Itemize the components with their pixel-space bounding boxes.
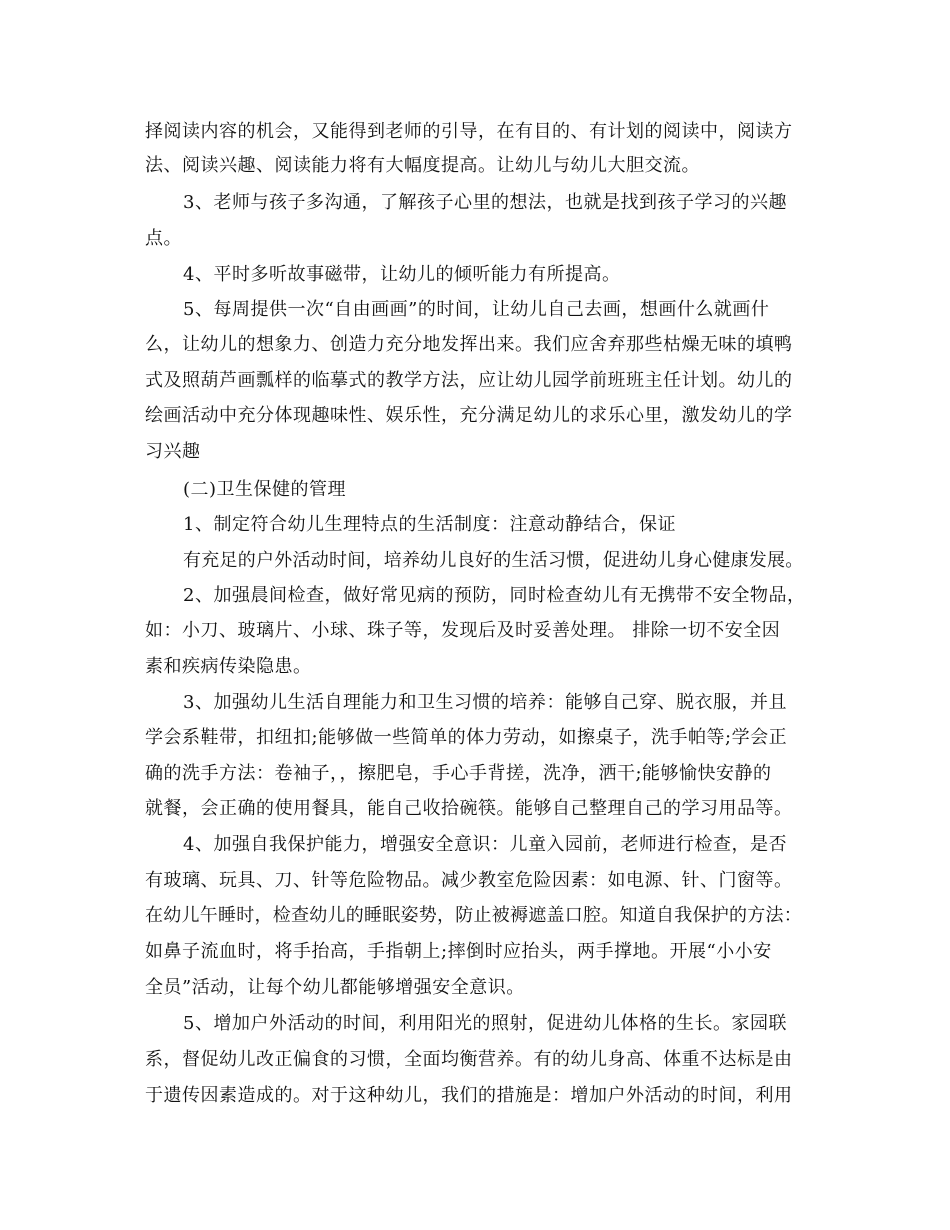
- text-line: 在幼儿午睡时，检查幼儿的睡眠姿势，防止被褥遮盖口腔。知道自我保护的方法：: [145, 905, 802, 926]
- text-line: 点。: [145, 228, 182, 249]
- section-heading: (二)卫生保健的管理: [183, 479, 347, 500]
- text-line: 系，督促幼儿改正偏食的习惯，全面均衡营养。有的幼儿身高、体重不达标是由: [145, 1049, 793, 1070]
- text-line: 法、阅读兴趣、阅读能力将有大幅度提高。让幼儿与幼儿大胆交流。: [145, 155, 700, 176]
- text-line: 于遗传因素造成的。对于这种幼儿，我们的措施是：增加户外活动的时间，利用: [145, 1085, 793, 1106]
- text-line: 学会系鞋带，扣纽扣;能够做一些简单的体力劳动，如擦桌子，洗手帕等;学会正: [145, 727, 788, 748]
- text-line: 3、加强幼儿生活自理能力和卫生习惯的培养：能够自己穿、脱衣服，并且: [183, 692, 787, 713]
- text-line: 3、老师与孩子多沟通，了解孩子心里的想法，也就是找到孩子学习的兴趣: [183, 192, 787, 213]
- text-line: 式及照葫芦画瓢样的临摹式的教学方法，应让幼儿园学前班班主任计划。幼儿的: [145, 370, 793, 391]
- text-line: 1、制定符合幼儿生理特点的生活制度：注意动静结合，保证: [183, 514, 676, 535]
- text-line: 5、每周提供一次“自由画画”的时间，让幼儿自己去画，想画什么就画什: [183, 299, 770, 320]
- text-line: 4、加强自我保护能力，增强安全意识：儿童入园前，老师进行检查，是否: [183, 834, 787, 855]
- text-line: 习兴趣: [145, 441, 201, 462]
- text-line: 就餐，会正确的使用餐具，能自己收拾碗筷。能够自己整理自己的学习用品等。: [145, 798, 793, 819]
- text-line: 全员”活动，让每个幼儿都能够增强安全意识。: [145, 977, 525, 998]
- text-line: 2、加强晨间检查，做好常见病的预防，同时检查幼儿有无携带不安全物品，: [183, 585, 806, 606]
- text-line: 绘画活动中充分体现趣味性、娱乐性，充分满足幼儿的求乐心里，激发幼儿的学: [145, 405, 793, 426]
- text-line: 有充足的户外活动时间，培养幼儿良好的生活习惯，促进幼儿身心健康发展。: [183, 550, 804, 571]
- text-line: 5、增加户外活动的时间，利用阳光的照射，促进幼儿体格的生长。家园联: [183, 1013, 787, 1034]
- text-line: 如鼻子流血时，将手抬高，手指朝上;摔倒时应抬头，两手撑地。开展“小小安: [145, 941, 772, 962]
- text-line: 么，让幼儿的想象力、创造力充分地发挥出来。我们应舍弃那些枯燥无味的填鸭: [145, 334, 793, 355]
- text-line: 有玻璃、玩具、刀、针等危险物品。减少教室危险因素：如电源、针、门窗等。: [145, 870, 793, 891]
- text-line: 择阅读内容的机会，又能得到老师的引导，在有目的、有计划的阅读中，阅读方: [145, 121, 793, 142]
- text-line: 如：小刀、玻璃片、小球、珠子等，发现后及时妥善处理。 排除一切不安全因: [145, 620, 781, 641]
- text-line: 4、平时多听故事磁带，让幼儿的倾听能力有所提高。: [183, 264, 621, 285]
- text-line: 素和疾病传染隐患。: [145, 656, 312, 677]
- text-line: 确的洗手方法：卷袖子，，擦肥皂，手心手背搓，洗净，洒干;能够愉快安静的: [145, 763, 772, 784]
